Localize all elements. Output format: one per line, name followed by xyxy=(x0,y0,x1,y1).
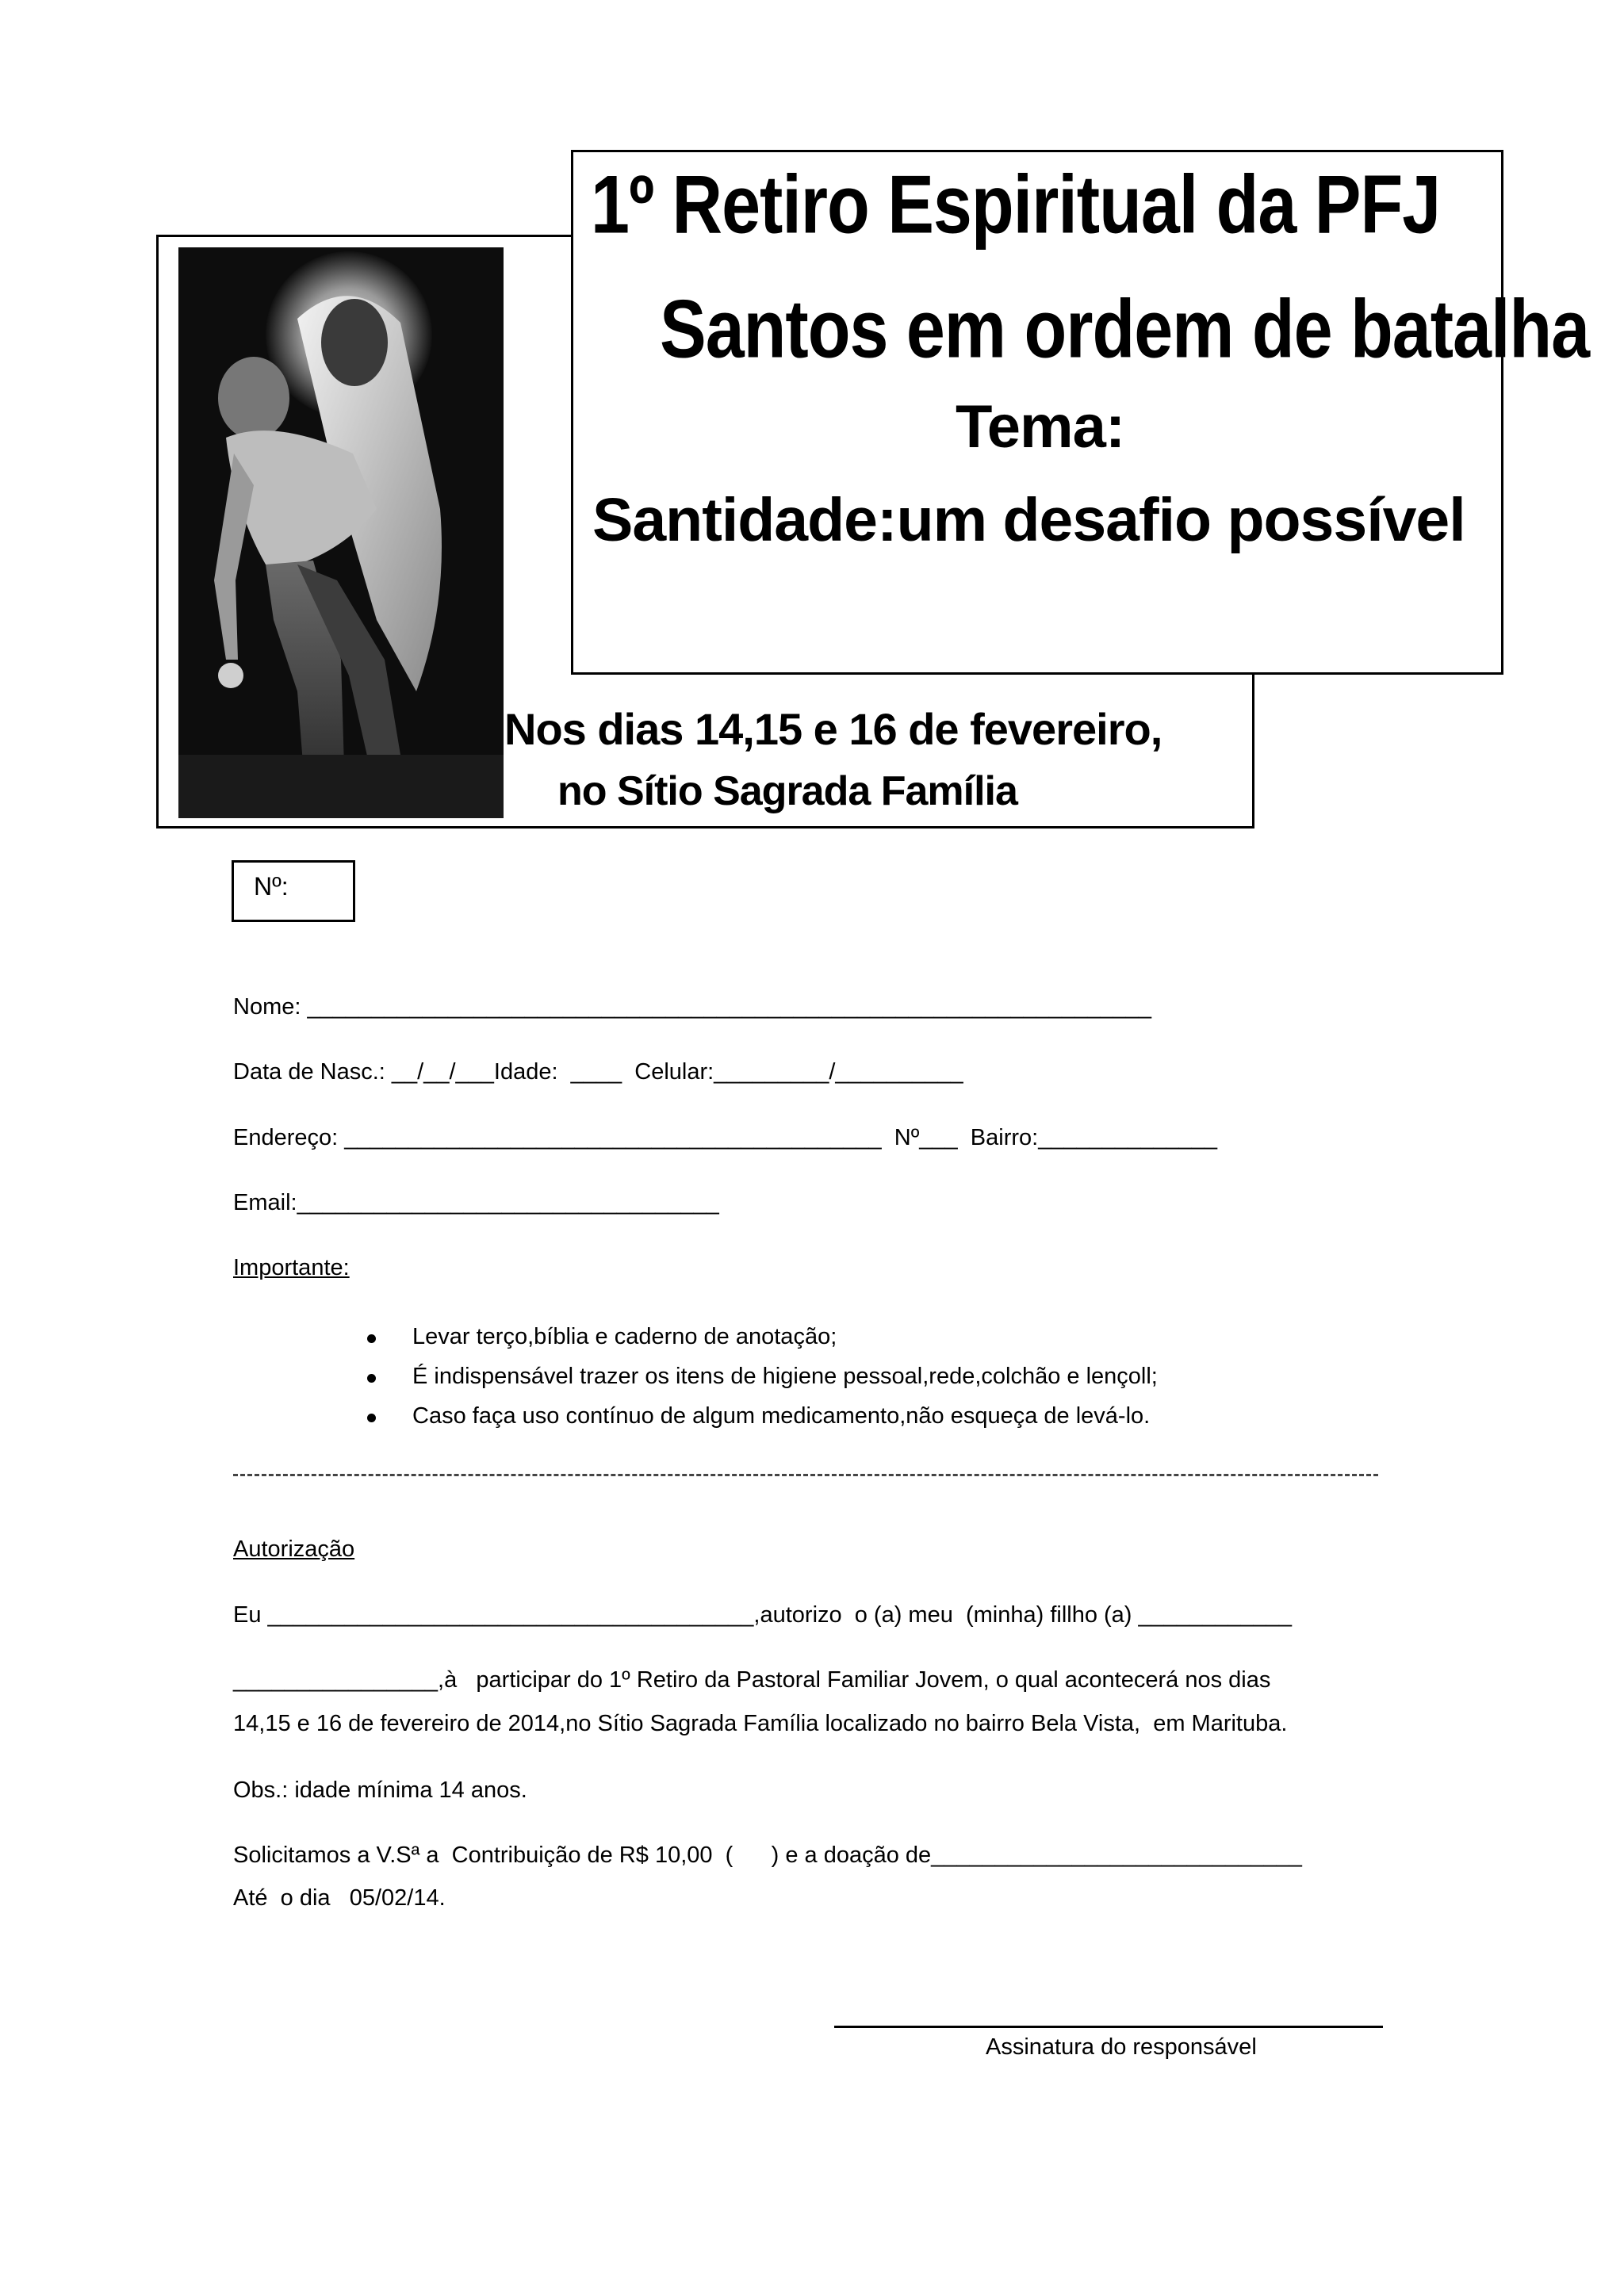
bullet-icon xyxy=(367,1374,376,1383)
list-item: Levar terço,bíblia e caderno de anotação; xyxy=(412,1324,837,1349)
signature-label: Assinatura do responsável xyxy=(986,2034,1257,2060)
event-location: no Sítio Sagrada Família xyxy=(557,768,1017,814)
deadline-line: Até o dia 05/02/14. xyxy=(233,1885,446,1911)
birth-age-phone-field[interactable]: Data de Nasc.: __/__/___Idade: ____ Celular:_________/__________ xyxy=(233,1059,963,1085)
event-dates: Nos dias 14,15 e 16 de fevereiro, xyxy=(504,704,1162,754)
list-item: É indispensável trazer os itens de higiene pessoal,rede,colchão e lençoll; xyxy=(412,1364,1158,1389)
authorization-line[interactable]: Eu ______________________________________,autorizo o (a) meu (minha) fillho (a) ____________ xyxy=(233,1602,1293,1628)
authorization-line: 14,15 e 16 de fevereiro de 2014,no Sítio Sagrada Família localizado no bairro Bela Vista, em Marituba. xyxy=(233,1711,1288,1736)
minimum-age-note: Obs.: idade mínima 14 anos. xyxy=(233,1777,527,1803)
important-heading: Importante: xyxy=(233,1255,350,1280)
religious-illustration xyxy=(178,247,504,818)
address-field[interactable]: Endereço: __________________________________________ Nº___ Bairro:______________ xyxy=(233,1125,1218,1150)
theme-text: Santidade:um desafio possível xyxy=(592,486,1465,554)
authorization-line[interactable]: ________________,à participar do 1º Retiro da Pastoral Familiar Jovem, o qual acontecerá nos dias xyxy=(233,1667,1271,1693)
name-field[interactable]: Nome: __________________________________________________________________ xyxy=(233,994,1151,1020)
cut-line-divider xyxy=(233,1474,1378,1476)
registration-number-label: Nº: xyxy=(254,872,289,901)
theme-label: Tema: xyxy=(956,393,1125,461)
authorization-heading: Autorização xyxy=(233,1536,355,1562)
contribution-line[interactable]: Solicitamos a V.Sª a Contribuição de R$ 10,00 ( ) e a doação de_____________________________ xyxy=(233,1843,1302,1868)
event-title: 1º Retiro Espiritual da PFJ xyxy=(591,158,1441,251)
registration-number-field[interactable] xyxy=(232,860,355,922)
bullet-icon xyxy=(367,1414,376,1422)
bullet-icon xyxy=(367,1334,376,1343)
list-item: Caso faça uso contínuo de algum medicamento,não esqueça de levá-lo. xyxy=(412,1403,1151,1429)
signature-line[interactable] xyxy=(834,2026,1383,2028)
email-field[interactable]: Email:_________________________________ xyxy=(233,1190,719,1215)
event-subtitle: Santos em ordem de batalha xyxy=(660,282,1590,375)
